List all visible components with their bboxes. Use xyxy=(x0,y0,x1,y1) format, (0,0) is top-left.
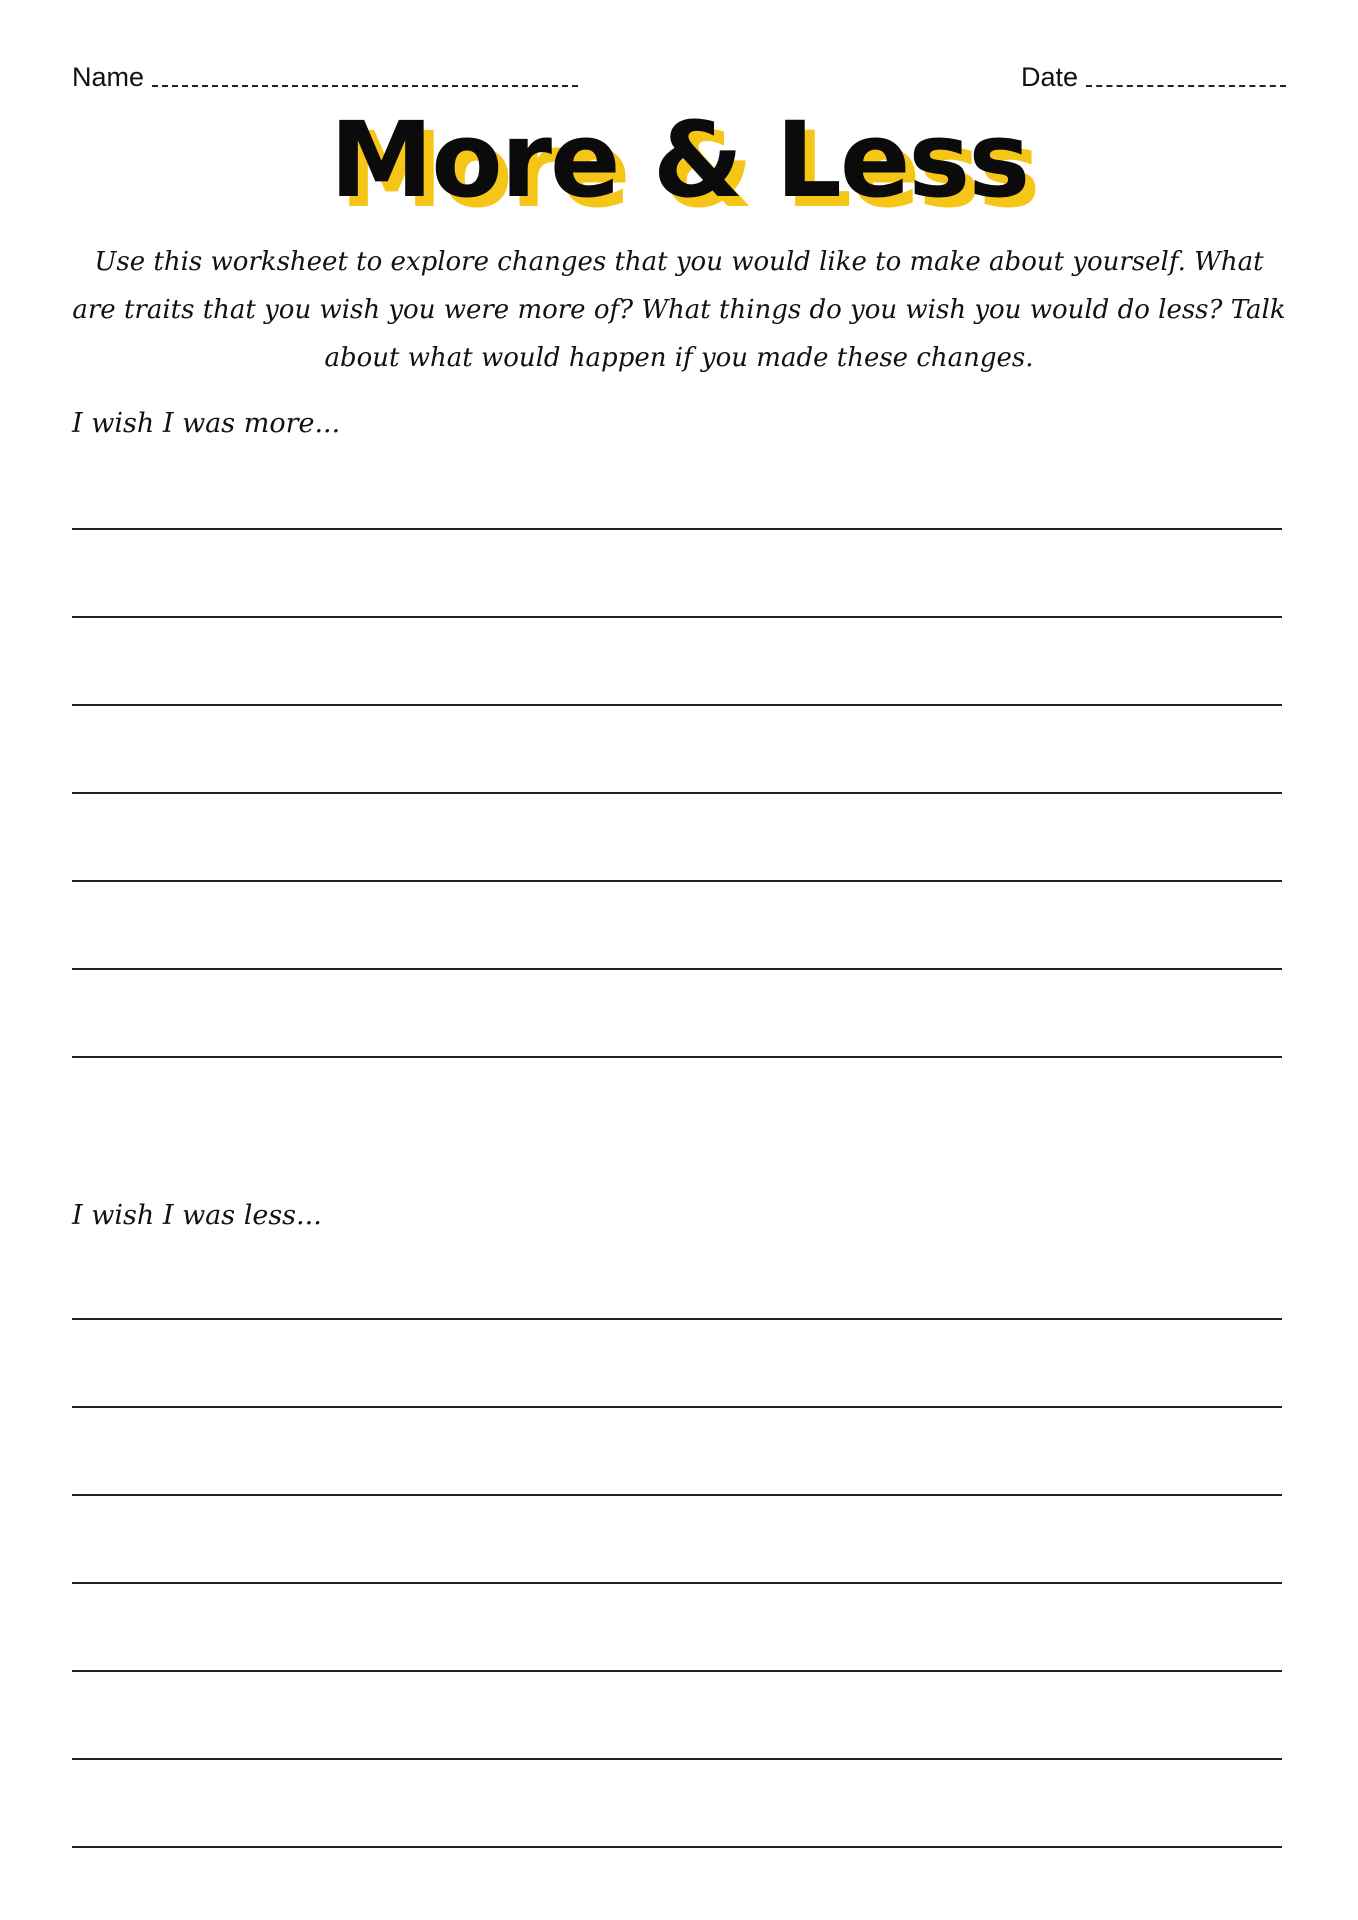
section-label-more: I wish I was more... xyxy=(72,408,341,439)
writing-line[interactable] xyxy=(72,704,1282,706)
date-line[interactable] xyxy=(1086,85,1286,87)
date-field[interactable] xyxy=(1021,62,1286,93)
writing-line[interactable] xyxy=(72,1406,1282,1408)
writing-line[interactable] xyxy=(72,1670,1282,1672)
intro-text: Use this worksheet to explore changes that you would like to make about yourself. What are traits that you wish you were more of? What things do you wish you would do less? Talk about what would happen if you made these changes. xyxy=(72,247,1286,373)
writing-line[interactable] xyxy=(72,880,1282,882)
writing-line[interactable] xyxy=(72,528,1282,530)
name-field[interactable] xyxy=(72,62,578,93)
section-label-less: I wish I was less... xyxy=(72,1200,322,1231)
header-row xyxy=(72,62,1286,102)
writing-line[interactable] xyxy=(72,1758,1282,1760)
date-label: Date xyxy=(1020,62,1078,92)
writing-line[interactable] xyxy=(72,1056,1282,1058)
name-label: Name xyxy=(72,62,145,92)
page-title: More & Less xyxy=(329,99,1029,221)
writing-line[interactable] xyxy=(72,1582,1282,1584)
writing-line[interactable] xyxy=(72,792,1282,794)
writing-line[interactable] xyxy=(72,616,1282,618)
writing-line[interactable] xyxy=(72,1318,1282,1320)
writing-line[interactable] xyxy=(72,968,1282,970)
writing-line[interactable] xyxy=(72,1494,1282,1496)
name-line[interactable] xyxy=(152,85,578,87)
writing-line[interactable] xyxy=(72,1846,1282,1848)
title-wrap xyxy=(0,99,1358,221)
